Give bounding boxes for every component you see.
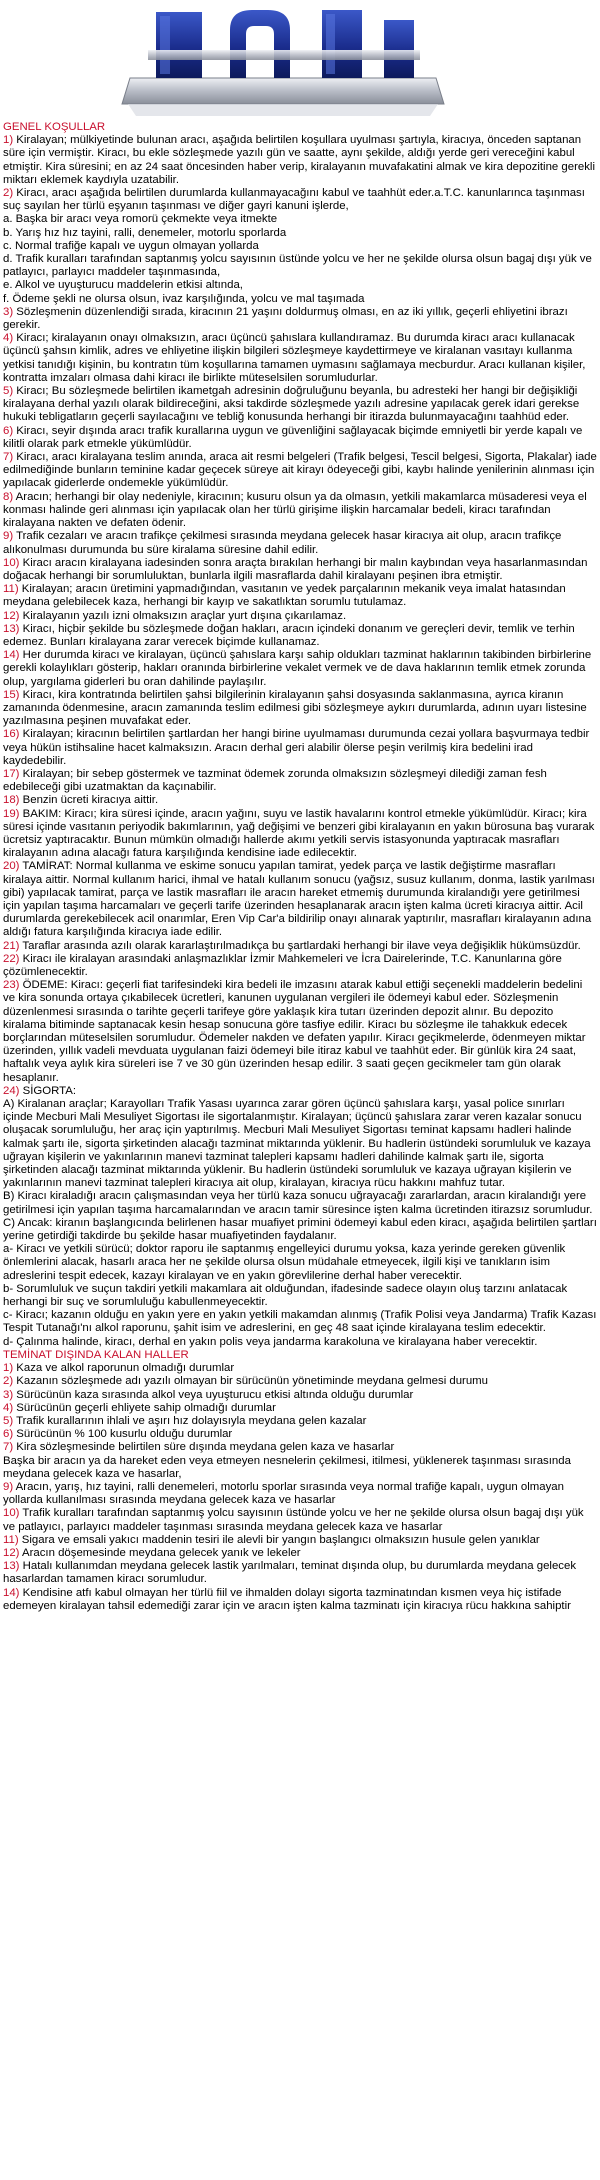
terms-clause [3, 332, 597, 385]
clause-text: A) Kiralanan araçlar; Karayolları Trafik Yasası uyarınca zarar gören üçüncü şahıslara karşı, yasal police sınırları içinde Mecburi Mali Mesuliyet Sigortası ile sigortalanmıştır. Kiralayan; üçüncü şahıslara zarar veren kazalar sonucu oluşacak sorumluluğu, her araç için yaptırılmış. Mecburi Mali Mesuliyet Sigortası teminat kapsamı hadleri halinde kalmak şartı ile, sigorta şirketinden alacağı tazminat miktarında yüklenir. Bu hadlerin üstündeki sorumluluk ve kazaya uğrayan kişilerin ve yakınlarının manevi tazminat talepleri kapsamı hadleri dahilinde kalmak şartı ile, sigorta şirketinden alacağı tazminat miktarında yüklenir. Bu hadlerin üstündeki sorumluluk ve kazaya uğrayan kişilerin ve yakınlarının manevi tazminat talepleri kiracıya ait olup, kiralayan, kiracıya rücu hakkını mahfuz tutar. [3, 1098, 591, 1190]
terms-clause [3, 187, 597, 213]
clause-text: Aracın döşemesinde meydana gelecek yanık ve lekeler [19, 1546, 301, 1559]
terms-clause [3, 1283, 597, 1309]
terms-clause [3, 1085, 597, 1098]
clause-text: Kendisine atfı kabul olmayan her türlü fiil ve ihmalden dolayı sigorta tazminatından kısmen veya hiç istifade edemeyen kiralayan tahsil edemediği zarar için ve aracın işten kalma tazminatı için kiracıya rücu hakkına sahiptir [3, 1586, 571, 1612]
clause-text: SİGORTA: [19, 1084, 77, 1097]
clause-number: 20) [3, 860, 20, 873]
clause-text: ÖDEME: Kiracı: geçerli fiat tarifesindeki kira bedeli ile imzasını atarak kabul ettiği seçenekli maddelerin bedelini ve kira sonunda ortaya çıkabilecek ücretleri, kanunen uygulanan vergileri ile ödemeyi kabul eder. Sözleşmenin düzenlenmesi sırasında o tarihte geçerli tarifeye göre yaklaşık kira tutarı üzerinden depozit alınır. Bu depozito kiralama bitiminde saptanacak kesin hesap sonucuna göre tasfiye edilir. Kiracı bu sözleşme ile tahakkuk edecek borçlarından müteselsilen sorumludur. Ödemeler nakden ve defaten yapılır. Kiracı geçikmelerde, ödenmeyen miktar üzerinden, yıllık vadeli mevduata uygulanan faizi ödemeyi bile itiraz kabul ve taahhüt eder. Bir günlük kira 24 saat, haftalık veya aylık kira süreleri ise 7 ve 30 gün üzerinden hesap edilir. 3 saati geçen gecikmeler tam gün olarak hesaplanır. [3, 979, 586, 1084]
clause-text: Sigara ve emsali yakıcı maddenin tesiri ile alevli bir yangın başlangıcı olmaksızın husule gelen yanıklar [18, 1533, 540, 1546]
terms-clause [3, 768, 597, 794]
clause-number: 12) [3, 609, 20, 622]
terms-clause [3, 1415, 597, 1428]
terms-clause [3, 227, 597, 240]
clause-number: 10) [3, 556, 20, 569]
terms-clause [3, 253, 597, 279]
clause-text: Kiralayanın yazılı izni olmaksızın araçlar yurt dışına çıkarılamaz. [19, 609, 347, 622]
section-heading: GENEL KOŞULLAR [3, 121, 106, 133]
terms-clause [3, 425, 597, 451]
terms-clause [3, 279, 597, 292]
terms-clause [3, 451, 597, 491]
clause-number: 2) [3, 187, 14, 200]
clause-text: e. Alkol ve uyuşturucu maddelerin etkisi altında, [3, 279, 243, 292]
clause-text: Trafik kurallarının ihlali ve aşırı hız dolayısıyla meydana gelen kazalar [13, 1414, 367, 1427]
terms-clause [3, 623, 597, 649]
clause-number: 7) [3, 1441, 14, 1454]
clause-number: 1) [3, 1362, 14, 1375]
clause-text: Sözleşmenin düzenlendiği sırada, kiracının 21 yaşını doldurmuş olması, en az iki yıllık, geçerli ehliyetini ibrazı gerekir. [3, 305, 568, 332]
clause-text: Taraflar arasında azılı olarak kararlaştırılmadıkça bu şartlardaki herhangi bir ilave veya değişiklik hükümsüzdür. [19, 939, 581, 952]
clause-text: b- Sorumluluk ve suçun takdiri yetkili makamlara ait olduğundan, ifadesinde sadece olayın oluş tarzını anlatacak herhangi bir suç ve sorumluluğu kabullenmeyecektir. [3, 1282, 568, 1309]
terms-clause [3, 610, 597, 623]
clause-number: 10) [3, 1507, 20, 1520]
clause-text: f. Ödeme şekli ne olursa olsun, ivaz karşılığında, yolcu ve mal taşımada [3, 292, 365, 305]
clause-number: 6) [3, 1428, 14, 1441]
terms-clause [3, 1428, 597, 1441]
clause-text: Trafik kuralları tarafından saptanmış yolcu sayısının üstünde yolcu ve her ne şekilde olursa olsun bagaj dışı yük ve patlayıcı, parlayıcı maddeler taşınması sırasında meydana gelecek kaza ve hasarlar [3, 1507, 584, 1533]
terms-clause [3, 1389, 597, 1402]
clause-text: TAMİRAT: Normal kullanma ve eskime sonucu yapılan tamirat, yedek parça ve lastik değiştirme masrafları kiralaya aittir. Normal kullanım harici, ihmal ve hatalı kullanım sonucu (yağsız, susuz kullanım, donma, lastik yarılması gibi) yapılacak tamirat, parça ve lastik masrafları ile aracın hareket etmemiş durumunda kiralandığı yere getirilmesi için yapılan taşıma harcamaları ve geçerli tarife üzerinden hesaplanarak aracın işten kalma ücreti kiracıya aittir. Acil durumlarda gerekebilecek acil onarımlar, Eren Vip Car'a bildirilip onayı alınarak yaptırılır, masrafları kiralayanın adına aldığı fatura karşılığında kiracıya iade edilir. [3, 860, 595, 939]
clause-number: 19) [3, 807, 20, 820]
clause-text: Aracın, yarış, hız tayini, ralli denemeleri, motorlu sporlar sırasında veya normal trafiğe kapalı, uygun olmayan yollarda kullanılması sırasında meydana gelecek kaza ve hasarlar [3, 1480, 564, 1507]
clause-number: 11) [3, 1533, 19, 1546]
terms-clause [3, 1243, 597, 1283]
terms-clause [3, 385, 597, 425]
terms-clause [3, 1507, 597, 1533]
clause-text: Sürücünün % 100 kusurlu olduğu durumlar [13, 1428, 233, 1441]
clause-text: Kiralayan; bir sebep göstermek ve tazminat ödemek zorunda olmaksızın sözleşmeyi dilediği zaman fesh edebileceği gibi uzatmaktan da kaçınabilir. [3, 767, 547, 794]
clause-text: Sürücünün geçerli ehliyete sahip olmadığı durumlar [13, 1401, 276, 1414]
terms-clause [3, 1309, 597, 1335]
clause-text: Kiracı, seyir dışında aracı trafik kurallarına uygun ve güvenliğini sağlayacak biçimde emniyetli bir yerde kapalı ve kilitli olarak park etmekle yükümlüdür. [3, 424, 583, 450]
clause-text: Trafik cezaları ve aracın trafikçe çekilmesi sırasında meydana gelecek hasar kiracıya ait olup, aracın trafikçe alıkonulması durumunda bu süre kiralama süresine dahil edilir. [3, 530, 562, 556]
clause-text: Kaza ve alkol raporunun olmadığı durumlar [13, 1362, 235, 1375]
clause-text: Kiracı, aracı kiralayana teslim anında, araca ait resmi belgeleri (Trafik belgesi, Tescil belgesi, Sigorta, Plakalar) iade edilmediğinde bunların teminine kadar geçecek süreye ait kirayı ödeyeceği gibi, kaybı halinde yenilerinin alınması için yapılacak giderlerde ondemekle yükümlüdür. [3, 451, 597, 490]
terms-clause [3, 306, 597, 332]
clause-number: 13) [3, 622, 20, 635]
clause-number: 11) [3, 583, 19, 596]
clause-number: 14) [3, 1586, 20, 1599]
terms-clause [3, 557, 597, 583]
clause-number: 23) [3, 979, 20, 992]
clause-number: 15) [3, 688, 20, 701]
terms-clause [3, 1534, 597, 1547]
clause-number: 13) [3, 1560, 20, 1573]
clause-text: Hatalı kullanımdan meydana gelecek lastik yarılmaları, teminat dışında olup, bu durumlarda meydana gelecek hasarlardan tamamen kiracı sorumludur. [3, 1560, 577, 1586]
clause-text: Kazanın sözleşmede adı yazılı olmayan bir sürücünün yönetiminde meydana gelmesi durumu [13, 1375, 489, 1388]
rental-terms-document [3, 121, 597, 1613]
terms-clause [3, 583, 597, 609]
section-heading: TEMİNAT DIŞINDA KALAN HALLER [3, 1348, 189, 1361]
clause-number: 5) [3, 1414, 14, 1427]
clause-text: Kira sözleşmesinde belirtilen süre dışında meydana gelen kaza ve hasarlar [13, 1441, 395, 1454]
clause-text: c. Normal trafiğe kapalı ve uygun olmayan yollarda [3, 239, 259, 252]
dsi-car-rental-logo-icon [118, 0, 448, 120]
clause-number: 12) [3, 1546, 20, 1559]
clause-text: a- Kiracı ve yetkili sürücü; doktor raporu ile saptanmış engelleyici durumu yoksa, kaza yerinde gereken güvenlik önlemlerini alacak, hasarlı araca her ne şekilde olursa olsun müdahale etmeyecek, ilgili kişi ve tanıkların isim adreslerini tespit edecek, kazayı kiralayan ve en yakın görevlilerine derhal haber verecektir. [3, 1243, 566, 1282]
clause-text: Kiracı, hiçbir şekilde bu sözleşmede doğan hakları, aracın içindeki donanım ve gereçleri devir, temlik ve terhin edemez. Bunları kiralayana zarar verecek biçimde kullanamaz. [3, 622, 575, 648]
clause-text: B) Kiracı kiraladığı aracın çalışmasından veya her türlü kaza sonucu uğrayacağı zararlardan, aracın kiralandığı yere getirilmesi için yapılan taşıma harcamalarından ve aracın tamir süresince işten kalma ücretinden itirazsız sorumludur. [3, 1190, 593, 1216]
clause-number: 8) [3, 490, 14, 503]
terms-clause [3, 213, 597, 226]
terms-clause [3, 1217, 597, 1243]
clause-text: Başka bir aracın ya da hareket eden veya etmeyen nesnelerin çekilmesi, itilmesi, yüklenerek taşınması sırasında meydana gelecek kaza ve hasarlar, [3, 1454, 571, 1480]
clause-number: 22) [3, 952, 20, 965]
clause-number: 7) [3, 451, 14, 464]
clause-number: 6) [3, 424, 14, 437]
terms-clause [3, 1547, 597, 1560]
clause-text: c- Kiracı; kazanın olduğu en yakın yere en yakın yetkili makamdan alınmış (Trafik Polisi veya Jandarma) Trafik Kazası Tespit Tutanağı'nı alkol raporunu, şahit isim ve adreslerini, en geç 48 saat içinde kiralayana teslim edecektir. [3, 1309, 597, 1335]
clause-text: Kiralayan; mülkiyetinde bulunan aracı, aşağıda belirtilen koşullara uyulması şartıyla, kiracıya, önceden saptanan süre için vermiştir. Kiracı, bu ekle sözleşmede yazılı gün ve saatte, aynı şekilde, aldığı yerde geri vereceğini kabul etmiştir. Kira süresini; en az 24 saat öncesinden haber verip, kiralayanın muvafakatini almak ve kira depozitine gerekli miktarı eklemek kaydıyla uzatabilir. [3, 134, 595, 186]
terms-clause [3, 953, 597, 979]
clause-number: 17) [3, 767, 20, 780]
clause-text: Kiracı; Bu sözleşmede belirtilen ikametgah adresinin doğruluğunu beyanla, bu adresteki her hangi bir değişikliği kiralayana derhal yazılı olarak bildireceğini, aksi takdirde sözleşmede yazılı adresine yapılacak gerek idari gerekse hukuki tebligatların geçerli sayılacağını ve tebliğ konusunda herhangi bir itirazda bulunmayacağını taahhüd eder. [3, 385, 580, 424]
clause-number: 4) [3, 332, 14, 345]
clause-text: Kiralayan; aracın üretimini yapmadığından, vasıtanın ve yedek parçalarının mekanik veya imalat hatasından meydana gelebilecek kaza, herhangi bir kayıp ve sakatlıktan sorumlu tutulamaz. [3, 583, 566, 609]
terms-clause [3, 794, 597, 807]
clause-text: BAKIM: Kiracı; kira süresi içinde, aracın yağını, suyu ve lastik havalarını kontrol etmekle yükümlüdür. Kiracı; kira süresi içinde vasıtanın periyodik bakımlarının, yağ değişimi ve benzeri gibi kiralayanın en yakın bürosuna baş vurarak ücretsiz yaptıracaktır. Bunun mümkün olmadığı hallerde akımı yetkili servis istasyonunda yaptıracak masrafları kiralayanın adına alacağı fatura karşılığında kendisine iade edilecektir. [3, 807, 595, 860]
clause-text: Kiracı aracın kiralayana iadesinden sonra araçta bırakılan herhangi bir malın kaybından veya hasarlanmasından doğacak herhangi bir sorumluluktan, bunlarla ilgili masraflarda dahil kiralayanı peşinen ibra etmiştir. [3, 556, 588, 582]
terms-clause [3, 649, 597, 689]
terms-clause [3, 240, 597, 253]
clause-number: 16) [3, 728, 20, 741]
clause-text: d- Çalınma halinde, kiracı, derhal en yakın polis veya jandarma karakoluna ve kiralayana haber verecektir. [3, 1335, 538, 1348]
terms-clause [3, 1190, 597, 1216]
company-logo [118, 0, 448, 120]
terms-clause [3, 293, 597, 306]
terms-clause [3, 1455, 597, 1481]
clause-number: 4) [3, 1401, 14, 1414]
clause-number: 21) [3, 939, 20, 952]
terms-clause [3, 1362, 597, 1375]
clause-number: 24) [3, 1084, 20, 1097]
clause-number: 2) [3, 1375, 14, 1388]
terms-clause [3, 1375, 597, 1388]
terms-clause [3, 134, 597, 187]
clause-text: Aracın; herhangi bir olay nedeniyle, kiracının; kusuru olsun ya da olmasın, yetkili makamlarca müsaderesi veya el konması halinde geri alınması için yapılacak olan her türlü girişime ilişkin harcamalar bedeli, kiracı tarafından kiralayana nakten ve defaten ödenir. [3, 490, 587, 530]
clause-text: Her durumda kiracı ve kiralayan, üçüncü şahıslara karşı sahip oldukları tazminat haklarının takibinden birbirlerine gerekli kolaylıkları gösterip, hakları oranında birbirlerine vekalet vermek ve de dava haklarının temlik etmek zorunda olup, yargılama giderleri bu oran dahilinde paylaşılır. [3, 649, 592, 688]
terms-clause [3, 940, 597, 953]
terms-clause [3, 530, 597, 556]
terms-clause [3, 1560, 597, 1586]
terms-clause [3, 728, 597, 768]
clause-text: d. Trafik kuralları tarafından saptanmış yolcu sayısının üstünde yolcu ve her ne şekilde olursa olsun bagaj dışı yük ve patlayıcı, parlayıcı maddeler taşınmasında, [3, 253, 592, 279]
terms-clause [3, 491, 597, 531]
clause-number: 3) [3, 305, 14, 318]
clause-text: Kiracı, aracı aşağıda belirtilen durumlarda kullanmayacağını kabul ve taahhüt eder.a.T.C. kanunlarınca taşınması suç sayılan her türlü eşyanın taşınması ve diğer gayri kanuni işlerde, [3, 187, 585, 213]
clause-number: 9) [3, 1480, 14, 1493]
terms-clause [3, 979, 597, 1085]
clause-text: Sürücünün kaza sırasında alkol veya uyuşturucu etkisi altında olduğu durumlar [13, 1388, 414, 1401]
clause-number: 18) [3, 794, 20, 807]
clause-text: C) Ancak: kiranın başlangıcında belirlenen hasar muafiyet primini ödemeyi kabul eden kiracı, aşağıda belirtilen şartları yerine getirdiği takdirde bu şekilde hasar muafiyetinden faydalanır. [3, 1216, 597, 1243]
terms-clause [3, 1441, 597, 1454]
terms-clause [3, 1587, 597, 1613]
clause-text: Kiralayan; kiracının belirtilen şartlardan her hangi birine uyulmaması durumunda cezai yollara başvurmaya tedbir veya hükün istihsaline hacet kalmaksızın. Aracın derhal geri alabilir ölerse peşin verilmiş kira bedelini irad kaydedebilir. [3, 728, 590, 767]
terms-clause [3, 1098, 597, 1190]
terms-clause [3, 808, 597, 861]
clause-number: 5) [3, 385, 14, 398]
clause-text: b. Yarış hız hız tayini, ralli, denemeler, motorlu sporlarda [3, 226, 287, 239]
clause-text: a. Başka bir aracı veya romorü çekmekte veya itmekte [3, 213, 278, 226]
clause-number: 3) [3, 1388, 14, 1401]
clause-number: 1) [3, 134, 14, 147]
clause-text: Benzin ücreti kiracıya aittir. [19, 794, 159, 807]
clause-number: 9) [3, 530, 14, 543]
terms-clause [3, 689, 597, 729]
terms-clause [3, 860, 597, 939]
terms-clause [3, 1481, 597, 1507]
clause-text: Kiracı ile kiralayan arasındaki anlaşmazlıklar İzmir Mahkemeleri ve İcra Dairelerinde, T.C. Kanunlarına göre çözümlenecektir. [3, 952, 562, 978]
clause-text: Kiracı, kira kontratında belirtilen şahsi bilgilerinin kiralayanın şahsi dosyasında saklanmasına, ayrıca kiranın zamanında ödenmesine, aracın zamanında teslim edilmesi gibi sözleşmeye aykırı durumlarda, adının uyarı listesine yazılmasına peşinen muvafakat eder. [3, 688, 587, 728]
clause-number: 14) [3, 649, 20, 662]
terms-clause [3, 1402, 597, 1415]
clause-text: Kiracı; kiralayanın onayı olmaksızın, aracı üçüncü şahıslara kullandıramaz. Bu durumda kiracı aracı kullanacak üçüncü şahsın kimlik, adres ve ehliyetine ilişkin bilgileri sözleşmeye kaydettirmeye ve kiralanan vasıtayı kullanma yetkisi tanıdığı kişinin, bu kontratın tüm koşullarına tamamen uymasını sağlamaya mecburdur. Aracı kullanan kişiler, kontratta imzaları olmasa dahi kiracı ile birlikte müteselsilen sorumludurlar. [3, 332, 586, 384]
terms-clause [3, 1336, 597, 1349]
